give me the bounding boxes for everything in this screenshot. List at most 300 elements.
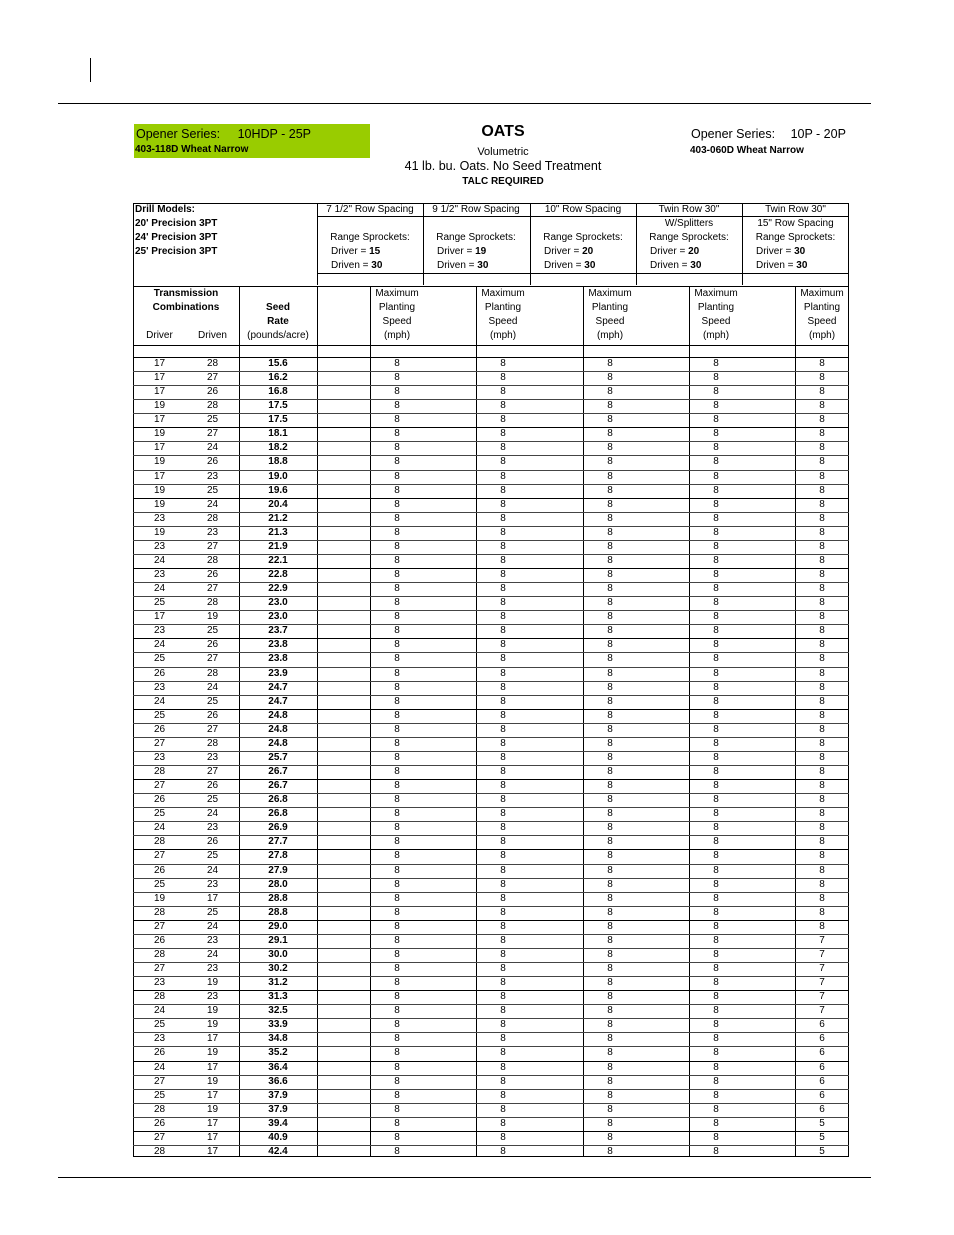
seed-rate-cell: 24.8 [268, 737, 288, 749]
driver-sprocket [544, 245, 593, 259]
driven-cell: 27 [206, 428, 219, 440]
driver-cell: 26 [153, 1117, 166, 1129]
max-speed-cell: 8 [500, 569, 506, 581]
max-speed-cell: 5 [819, 1131, 825, 1143]
driver-cell: 17 [153, 470, 166, 482]
max-speed-cell: 8 [713, 484, 719, 496]
max-speed-cell: 8 [607, 864, 613, 876]
range-sprockets-label: Range Sprockets: [330, 232, 410, 243]
driver-cell: 25 [153, 597, 166, 609]
max-speed-cell: 8 [500, 1019, 506, 1031]
max-speed-cell: 8 [713, 681, 719, 693]
max-speed-cell: 8 [394, 977, 400, 989]
max-speed-cell: 8 [607, 442, 613, 454]
driver-cell: 25 [153, 709, 166, 721]
seed-rate-cell: 28.8 [268, 906, 288, 918]
max-speed-cell: 8 [500, 1089, 506, 1101]
max-speed-cell: 8 [607, 1117, 613, 1129]
max-speed-cell: 8 [713, 794, 719, 806]
max-speed-cell: 8 [713, 442, 719, 454]
max-speed-cell: 8 [713, 695, 719, 707]
driven-value: 30 [477, 260, 489, 271]
seed-rate-cell: 17.5 [268, 414, 288, 426]
max-speed-cell: 8 [607, 1047, 613, 1059]
max-speed-cell: 8 [713, 400, 719, 412]
driven-cell: 23 [206, 934, 219, 946]
seed-rate-cell: 35.2 [268, 1047, 288, 1059]
max-speed-cell: 8 [394, 892, 400, 904]
max-speed-cell: 8 [500, 948, 506, 960]
transmission-heading: Combinations [152, 302, 220, 313]
driver-cell: 23 [153, 625, 166, 637]
max-speed-cell: 8 [607, 934, 613, 946]
max-speed-cell: 8 [713, 1075, 719, 1087]
driver-cell: 24 [153, 1061, 166, 1073]
driven-cell: 23 [206, 991, 219, 1003]
max-speed-cell: 8 [607, 358, 613, 369]
driven-cell: 17 [206, 1131, 219, 1143]
max-speed-cell: 8 [713, 878, 719, 890]
max-speed-cell: 8 [819, 498, 825, 510]
max-speed-cell: 8 [819, 583, 825, 595]
spacing-label: 9 1/2" Row Spacing [432, 204, 520, 215]
max-speed-cell: 8 [500, 751, 506, 763]
max-speed-cell: 8 [713, 1145, 719, 1157]
seed-rate-cell: 19.0 [268, 470, 288, 482]
spacing-label: 7 1/2" Row Spacing [326, 204, 414, 215]
max-speed-cell: 8 [713, 1047, 719, 1059]
max-speed-cell: 8 [607, 484, 613, 496]
driver-cell: 24 [153, 583, 166, 595]
seed-rate-cell: 27.8 [268, 850, 288, 862]
max-speed-cell: 8 [713, 667, 719, 679]
driven-cell: 27 [206, 583, 219, 595]
driven-cell: 28 [206, 400, 219, 412]
max-speed-cell: 8 [607, 597, 613, 609]
max-speed-cell: 8 [819, 695, 825, 707]
max-speed-cell: 8 [394, 766, 400, 778]
max-speed-cell: 8 [394, 934, 400, 946]
driver-cell: 28 [153, 991, 166, 1003]
driven-value: 30 [371, 260, 383, 271]
max-speed-cell: 8 [394, 1117, 400, 1129]
max-speed-cell: 8 [607, 386, 613, 398]
speed-heading: Speed [701, 316, 731, 327]
speed-heading: Speed [595, 316, 625, 327]
drill-model: 20' Precision 3PT [135, 218, 218, 229]
seed-rate-cell: 25.7 [268, 751, 288, 763]
driven-sprocket [756, 259, 807, 273]
driven-cell: 19 [206, 1075, 219, 1087]
driven-heading: Driven [198, 330, 227, 341]
max-speed-cell: 8 [394, 864, 400, 876]
seed-rate-cell: 28.8 [268, 892, 288, 904]
seed-rate-cell: 26.8 [268, 808, 288, 820]
max-speed-cell: 8 [394, 794, 400, 806]
max-speed-cell: 8 [500, 808, 506, 820]
max-speed-cell: 8 [607, 1145, 613, 1157]
max-speed-cell: 7 [819, 977, 825, 989]
seed-rate-cell: 22.1 [268, 554, 288, 566]
seed-rate-cell: 36.4 [268, 1061, 288, 1073]
driven-cell: 24 [206, 948, 219, 960]
speed-heading: Planting [803, 302, 841, 313]
max-speed-cell: 8 [713, 920, 719, 932]
max-speed-cell: 8 [394, 653, 400, 665]
driver-label: Driver = [650, 246, 689, 257]
max-speed-cell: 8 [500, 878, 506, 890]
driver-cell: 25 [153, 808, 166, 820]
left-opener-label: Opener Series: [136, 127, 221, 141]
seed-rate-cell: 32.5 [268, 1005, 288, 1017]
speed-heading: Maximum [375, 288, 419, 299]
max-speed-cell: 8 [394, 414, 400, 426]
max-speed-cell: 8 [819, 766, 825, 778]
max-speed-cell: 8 [607, 625, 613, 637]
max-speed-cell: 8 [713, 526, 719, 538]
speed-heading: Maximum [800, 288, 844, 299]
driven-label: Driven = [331, 260, 372, 271]
max-speed-cell: 8 [394, 484, 400, 496]
max-speed-cell: 8 [394, 709, 400, 721]
max-speed-cell: 8 [819, 667, 825, 679]
spacing-label: 15" Row Spacing [757, 218, 834, 229]
seed-rate-cell: 23.8 [268, 653, 288, 665]
max-speed-cell: 8 [500, 442, 506, 454]
max-speed-cell: 8 [607, 639, 613, 651]
header-divider [317, 273, 849, 274]
right-opener-model: 10P - 20P [790, 127, 846, 141]
max-speed-cell: 8 [394, 597, 400, 609]
spacing-label: Twin Row 30" [765, 204, 826, 215]
max-speed-cell: 8 [713, 892, 719, 904]
max-speed-cell: 8 [819, 709, 825, 721]
max-speed-cell: 8 [394, 1005, 400, 1017]
max-speed-cell: 8 [819, 751, 825, 763]
driver-cell: 17 [153, 358, 166, 369]
driver-cell: 19 [153, 892, 166, 904]
max-speed-cell: 8 [819, 484, 825, 496]
max-speed-cell: 8 [500, 597, 506, 609]
header-divider [133, 345, 849, 346]
driven-cell: 17 [206, 1033, 219, 1045]
driver-cell: 25 [153, 653, 166, 665]
driver-cell: 26 [153, 864, 166, 876]
driver-value: 30 [794, 246, 806, 257]
max-speed-cell: 8 [713, 611, 719, 623]
max-speed-cell: 8 [713, 1061, 719, 1073]
max-speed-cell: 8 [607, 836, 613, 848]
max-speed-cell: 6 [819, 1047, 825, 1059]
max-speed-cell: 8 [500, 667, 506, 679]
max-speed-cell: 7 [819, 934, 825, 946]
max-speed-cell: 8 [500, 822, 506, 834]
driven-cell: 23 [206, 878, 219, 890]
seed-rate-cell: 31.2 [268, 977, 288, 989]
max-speed-cell: 8 [819, 681, 825, 693]
max-speed-cell: 8 [713, 963, 719, 974]
max-speed-cell: 7 [819, 991, 825, 1003]
page-note: TALC REQUIRED [462, 176, 544, 187]
max-speed-cell: 8 [713, 1117, 719, 1129]
max-speed-cell: 8 [713, 850, 719, 862]
max-speed-cell: 8 [819, 639, 825, 651]
max-speed-cell: 8 [819, 526, 825, 538]
driven-cell: 23 [206, 822, 219, 834]
driven-cell: 28 [206, 597, 219, 609]
seed-rate-cell: 24.8 [268, 723, 288, 735]
seed-rate-cell: 31.3 [268, 991, 288, 1003]
max-speed-cell: 8 [500, 1145, 506, 1157]
max-speed-cell: 8 [713, 456, 719, 468]
max-speed-cell: 8 [500, 695, 506, 707]
max-speed-cell: 8 [394, 780, 400, 792]
max-speed-cell: 8 [713, 1005, 719, 1017]
max-speed-cell: 8 [607, 400, 613, 412]
max-speed-cell: 8 [713, 836, 719, 848]
driven-cell: 28 [206, 737, 219, 749]
max-speed-cell: 8 [500, 1075, 506, 1087]
driver-value: 20 [582, 246, 594, 257]
seed-rate-cell: 21.2 [268, 512, 288, 524]
max-speed-cell: 8 [713, 977, 719, 989]
driver-sprocket [331, 245, 380, 259]
max-speed-cell: 8 [500, 625, 506, 637]
max-speed-cell: 8 [500, 611, 506, 623]
max-speed-cell: 8 [394, 963, 400, 974]
driven-cell: 24 [206, 681, 219, 693]
driven-cell: 19 [206, 611, 219, 623]
max-speed-cell: 8 [500, 540, 506, 552]
driven-cell: 27 [206, 372, 219, 384]
max-speed-cell: 8 [500, 934, 506, 946]
max-speed-cell: 8 [607, 569, 613, 581]
max-speed-cell: 8 [500, 554, 506, 566]
seed-rate-cell: 18.2 [268, 442, 288, 454]
max-speed-cell: 8 [394, 1075, 400, 1087]
max-speed-cell: 8 [500, 681, 506, 693]
max-speed-cell: 8 [394, 611, 400, 623]
max-speed-cell: 8 [394, 836, 400, 848]
driven-cell: 17 [206, 1089, 219, 1101]
max-speed-cell: 8 [500, 653, 506, 665]
seed-rate-cell: 26.7 [268, 766, 288, 778]
driver-cell: 23 [153, 681, 166, 693]
seed-rate-cell: 34.8 [268, 1033, 288, 1045]
driver-cell: 26 [153, 934, 166, 946]
max-speed-cell: 8 [713, 780, 719, 792]
driver-cell: 26 [153, 1047, 166, 1059]
max-speed-cell: 8 [607, 583, 613, 595]
speed-heading: (mph) [489, 330, 517, 341]
max-speed-cell: 8 [819, 358, 825, 369]
page-title: OATS [481, 123, 525, 140]
speed-heading: (mph) [808, 330, 836, 341]
max-speed-cell: 8 [713, 653, 719, 665]
max-speed-cell: 8 [819, 386, 825, 398]
seed-rate-cell: 22.8 [268, 569, 288, 581]
max-speed-cell: 8 [713, 822, 719, 834]
max-speed-cell: 8 [500, 526, 506, 538]
driven-cell: 25 [206, 695, 219, 707]
max-speed-cell: 8 [819, 569, 825, 581]
max-speed-cell: 8 [819, 723, 825, 735]
seed-rate-cell: 30.2 [268, 963, 288, 974]
max-speed-cell: 8 [607, 456, 613, 468]
driven-cell: 26 [206, 836, 219, 848]
max-speed-cell: 8 [607, 751, 613, 763]
driver-cell: 28 [153, 766, 166, 778]
speed-heading: Planting [697, 302, 735, 313]
max-speed-cell: 8 [607, 1061, 613, 1073]
max-speed-cell: 8 [713, 709, 719, 721]
max-speed-cell: 8 [607, 1033, 613, 1045]
max-speed-cell: 8 [713, 583, 719, 595]
max-speed-cell: 8 [394, 400, 400, 412]
driver-cell: 24 [153, 639, 166, 651]
max-speed-cell: 8 [713, 540, 719, 552]
max-speed-cell: 8 [500, 456, 506, 468]
driven-value: 30 [796, 260, 808, 271]
max-speed-cell: 6 [819, 1061, 825, 1073]
driver-cell: 23 [153, 751, 166, 763]
seed-rate-cell: 27.9 [268, 864, 288, 876]
max-speed-cell: 8 [394, 1061, 400, 1073]
max-speed-cell: 8 [713, 948, 719, 960]
driver-cell: 28 [153, 836, 166, 848]
driven-cell: 23 [206, 470, 219, 482]
max-speed-cell: 8 [607, 892, 613, 904]
column-divider [317, 287, 318, 1157]
max-speed-cell: 8 [500, 639, 506, 651]
max-speed-cell: 8 [607, 822, 613, 834]
max-speed-cell: 8 [607, 1075, 613, 1087]
max-speed-cell: 8 [394, 1089, 400, 1101]
driven-cell: 27 [206, 766, 219, 778]
max-speed-cell: 8 [500, 470, 506, 482]
right-opener-label: Opener Series: [691, 127, 776, 141]
driven-cell: 25 [206, 414, 219, 426]
max-speed-cell: 8 [607, 1089, 613, 1101]
driver-cell: 27 [153, 963, 166, 974]
max-speed-cell: 8 [713, 737, 719, 749]
max-speed-cell: 8 [394, 681, 400, 693]
driven-cell: 24 [206, 808, 219, 820]
seed-rate-heading: Rate [267, 316, 289, 327]
driver-heading: Driver [146, 330, 173, 341]
max-speed-cell: 8 [607, 850, 613, 862]
driven-cell: 28 [206, 554, 219, 566]
driven-cell: 27 [206, 723, 219, 735]
max-speed-cell: 8 [394, 625, 400, 637]
seed-rate-cell: 16.2 [268, 372, 288, 384]
driver-cell: 27 [153, 850, 166, 862]
max-speed-cell: 8 [819, 737, 825, 749]
driver-cell: 17 [153, 414, 166, 426]
max-speed-cell: 8 [394, 850, 400, 862]
range-sprockets-label: Range Sprockets: [755, 232, 836, 243]
range-sprockets-label: Range Sprockets: [436, 232, 516, 243]
driven-cell: 23 [206, 526, 219, 538]
max-speed-cell: 8 [819, 470, 825, 482]
driven-label: Driven = [650, 260, 691, 271]
seed-rate-cell: 26.7 [268, 780, 288, 792]
max-speed-cell: 8 [819, 794, 825, 806]
max-speed-cell: 8 [394, 737, 400, 749]
driver-sprocket [650, 245, 699, 259]
max-speed-cell: 8 [607, 653, 613, 665]
driver-cell: 25 [153, 878, 166, 890]
max-speed-cell: 8 [607, 681, 613, 693]
max-speed-cell: 8 [500, 1131, 506, 1143]
speed-heading: Speed [488, 316, 518, 327]
max-speed-cell: 8 [394, 358, 400, 369]
max-speed-cell: 8 [607, 611, 613, 623]
max-speed-cell: 8 [713, 569, 719, 581]
max-speed-cell: 8 [819, 442, 825, 454]
driven-cell: 24 [206, 864, 219, 876]
driven-cell: 17 [206, 1145, 219, 1157]
spacing-label: W/Splitters [664, 218, 714, 229]
driver-cell: 24 [153, 822, 166, 834]
seed-rate-cell: 23.9 [268, 667, 288, 679]
left-opener-part: 403-118D Wheat Narrow [135, 144, 249, 155]
driven-cell: 24 [206, 442, 219, 454]
max-speed-cell: 8 [607, 920, 613, 932]
max-speed-cell: 8 [607, 1019, 613, 1031]
seed-rate-cell: 29.1 [268, 934, 288, 946]
max-speed-cell: 8 [394, 878, 400, 890]
max-speed-cell: 8 [819, 554, 825, 566]
max-speed-cell: 8 [713, 414, 719, 426]
speed-heading: Maximum [588, 288, 632, 299]
max-speed-cell: 8 [500, 512, 506, 524]
driven-cell: 25 [206, 850, 219, 862]
driven-cell: 19 [206, 1019, 219, 1031]
seed-rate-cell: 18.8 [268, 456, 288, 468]
seed-rate-cell: 40.9 [268, 1131, 288, 1143]
max-speed-cell: 8 [394, 456, 400, 468]
driver-label: Driver = [756, 246, 795, 257]
max-speed-cell: 8 [500, 850, 506, 862]
max-speed-cell: 8 [607, 794, 613, 806]
max-speed-cell: 5 [819, 1117, 825, 1129]
max-speed-cell: 8 [394, 1033, 400, 1045]
driven-sprocket [331, 259, 382, 273]
driven-cell: 28 [206, 667, 219, 679]
driver-label: Driver = [544, 246, 583, 257]
max-speed-cell: 8 [713, 766, 719, 778]
max-speed-cell: 8 [713, 1033, 719, 1045]
page-description: 41 lb. bu. Oats. No Seed Treatment [404, 159, 602, 173]
max-speed-cell: 8 [713, 1019, 719, 1031]
max-speed-cell: 8 [500, 498, 506, 510]
seed-rate-cell: 17.5 [268, 400, 288, 412]
driver-cell: 24 [153, 695, 166, 707]
seed-rate-cell: 16.8 [268, 386, 288, 398]
seed-rate-cell: 24.8 [268, 709, 288, 721]
seed-rate-cell: 15.6 [268, 358, 288, 369]
driver-cell: 23 [153, 977, 166, 989]
driver-cell: 26 [153, 794, 166, 806]
max-speed-cell: 8 [500, 709, 506, 721]
max-speed-cell: 8 [607, 723, 613, 735]
driver-cell: 19 [153, 456, 166, 468]
seed-rate-cell: 30.0 [268, 948, 288, 960]
driver-cell: 23 [153, 569, 166, 581]
max-speed-cell: 8 [607, 414, 613, 426]
driven-value: 30 [584, 260, 596, 271]
